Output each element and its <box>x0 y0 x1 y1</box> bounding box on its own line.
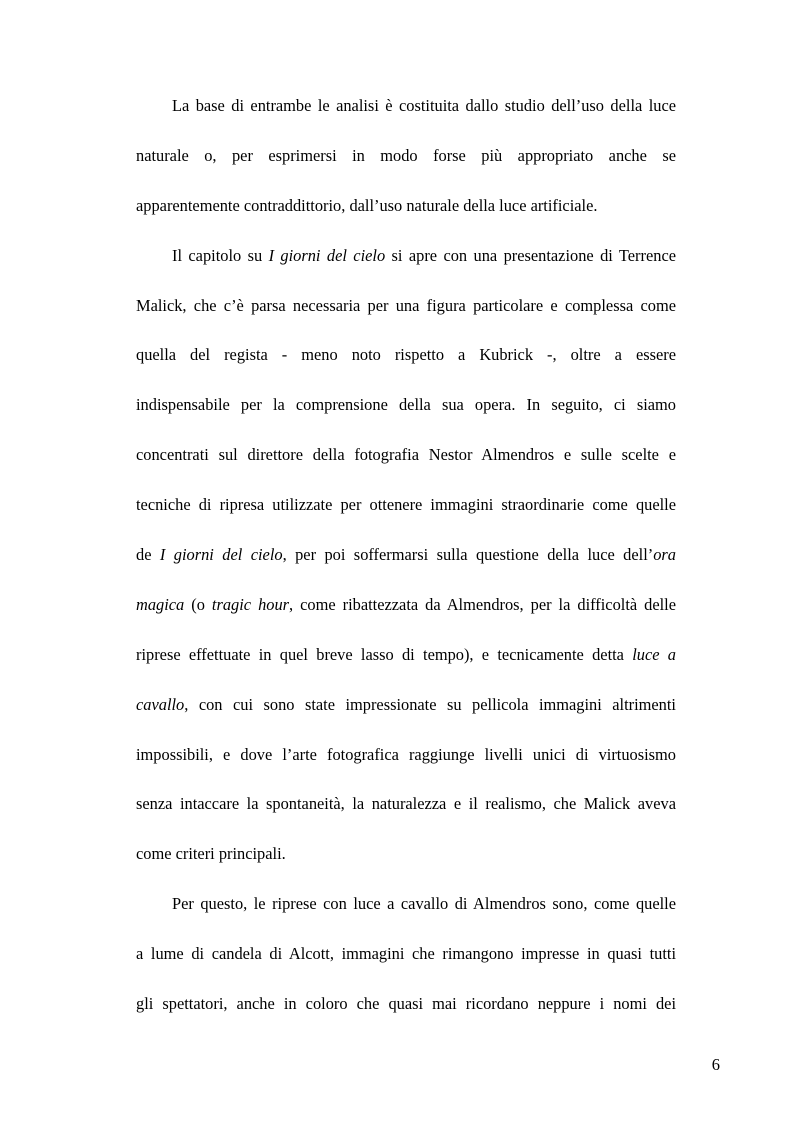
text-line <box>136 841 676 891</box>
text-line <box>136 891 676 941</box>
text-run: indispensabile per la comprensione della sua opera. In seguito, ci siamo <box>136 395 676 415</box>
text-run: concentrati sul direttore della fotografia Nestor Almendros e sulle scelte e <box>136 445 676 465</box>
text-run: gli spettatori, anche in coloro che quasi mai ricordano neppure i nomi dei <box>136 994 676 1014</box>
text-line <box>136 143 676 193</box>
text-run: riprese effettuate in quel breve lasso di tempo), e tecnicamente detta <box>136 644 633 664</box>
text-line <box>136 941 676 991</box>
text-run: come criteri principali. <box>136 844 286 864</box>
text-run: , con cui sono state impressionate su pellicola immagini altrimenti <box>184 694 676 714</box>
text-run: , per poi soffermarsi sulla questione della luce dell’ <box>282 545 654 565</box>
text-run: tecniche di ripresa utilizzate per ottenere immagini straordinarie come quelle <box>136 495 676 515</box>
text-line <box>136 392 676 442</box>
text-run: apparentemente contraddittorio, dall’uso naturale della luce artificiale. <box>136 195 598 215</box>
text-line <box>136 642 676 692</box>
text-line <box>136 791 676 841</box>
text-run: si apre con una presentazione di Terrence <box>385 245 676 265</box>
text-line <box>136 293 676 343</box>
text-run: senza intaccare la spontaneità, la naturalezza e il realismo, che Malick aveva <box>136 794 676 814</box>
italic-text: tragic hour <box>211 594 290 614</box>
text-run: (o <box>184 594 212 614</box>
text-run: impossibili, e dove l’arte fotografica raggiunge livelli unici di virtuosismo <box>136 744 676 764</box>
text-line <box>136 193 676 243</box>
italic-text: luce a <box>632 644 677 664</box>
italic-text: magica <box>136 594 185 614</box>
text-line <box>136 93 676 143</box>
page-body <box>136 93 676 1041</box>
text-run: de <box>136 545 160 565</box>
text-run: Malick, che c’è parsa necessaria per una figura particolare e complessa come <box>136 295 676 315</box>
text-line <box>136 991 676 1041</box>
text-line <box>136 692 676 742</box>
text-line <box>136 542 676 592</box>
text-line <box>136 492 676 542</box>
text-run: Il capitolo su <box>172 245 269 265</box>
text-line <box>136 742 676 792</box>
italic-text: I giorni del cielo <box>268 245 386 265</box>
italic-text: cavallo <box>136 694 185 714</box>
text-line <box>136 592 676 642</box>
text-line <box>136 342 676 392</box>
text-line <box>136 442 676 492</box>
text-line <box>136 243 676 293</box>
text-run: Per questo, le riprese con luce a cavallo di Almendros sono, come quelle <box>172 894 676 914</box>
text-run: naturale o, per esprimersi in modo forse più appropriato anche se <box>136 145 676 165</box>
text-run: quella del regista - meno noto rispetto a Kubrick -, oltre a essere <box>136 345 676 365</box>
text-run: , come ribattezzata da Almendros, per la difficoltà delle <box>289 594 677 614</box>
text-run: La base di entrambe le analisi è costituita dallo studio dell’uso della luce <box>172 96 676 115</box>
italic-text: I giorni del cielo <box>159 545 283 565</box>
page-number: 6 <box>711 1055 720 1074</box>
italic-text: ora <box>653 545 676 565</box>
text-run: a lume di candela di Alcott, immagini che rimangono impresse in quasi tutti <box>136 944 676 964</box>
